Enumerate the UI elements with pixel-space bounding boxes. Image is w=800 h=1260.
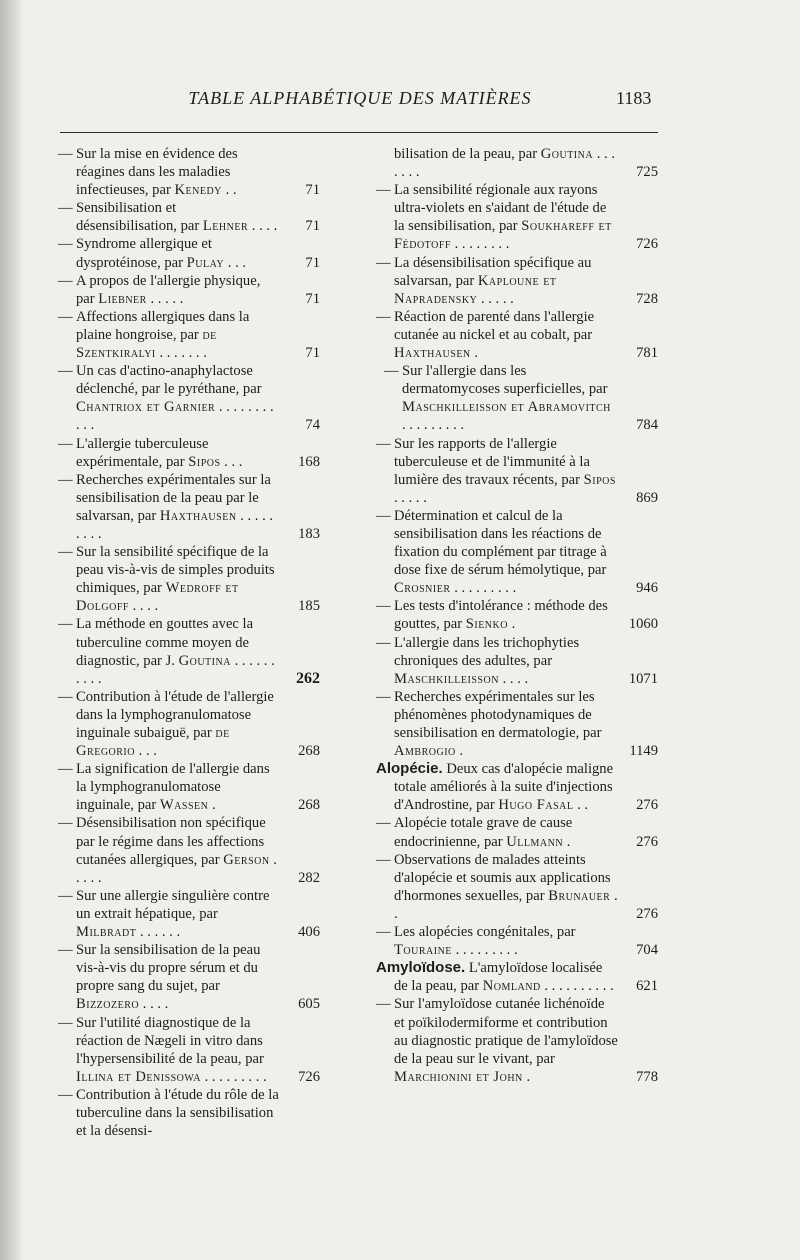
headword: Amyloïdose. xyxy=(376,959,466,977)
index-entry: — Sensibilisation et désensibilisation, par Lehner . . . . 71 xyxy=(58,200,320,235)
index-entry: — Sur la sensibilisation de la peau vis-à-vis du propre sérum et du propre sang du sujet, par Bizzozero . . . . 605 xyxy=(58,942,320,1013)
index-entry: — Contribution à l'étude de l'allergie dans la lymphogranulomatose inguinale subaiguë, par de Gregorio . . . 268 xyxy=(58,688,320,760)
index-entry: — La désensibilisation spécifique au salvarsan, par Kaploune et Napradensky . . . . . 728 xyxy=(376,254,658,307)
index-entry: — Alopécie totale grave de cause endocrinienne, par Ullmann . 276 xyxy=(376,815,658,850)
index-entry: — Sur l'utilité diagnostique de la réaction de Nægeli in vitro dans l'hypersensibilité de la peau, par Illina et Denissowa . . . . . . . . . 726 xyxy=(58,1014,320,1085)
dash: — xyxy=(376,815,391,832)
dash: — xyxy=(376,688,391,705)
dash: — xyxy=(58,688,73,705)
index-entry: — L'allergie dans les trichophyties chroniques des adultes, par Maschkilleisson . . . . 1071 xyxy=(376,634,658,687)
index-entry: — La signification de l'allergie dans la lymphogranulomatose inguinale, par Wassen . 268 xyxy=(58,761,320,814)
index-entry: — Affections allergiques dans la plaine hongroise, par de Szentkiralyi . . . . . . . 71 xyxy=(58,308,320,362)
dash: — xyxy=(58,887,73,904)
dash: — xyxy=(376,507,391,524)
page-number: 1183 xyxy=(616,88,652,108)
index-entry-continued: bilisation de la peau, par Goutina . . . . . . . 725 xyxy=(394,146,658,181)
dash: — xyxy=(58,1014,73,1031)
index-entry: — Sur les rapports de l'allergie tuberculeuse et de l'immunité à la lumière des travaux récents, par Sipos . . . . . 869 xyxy=(376,435,658,506)
index-entry: — Les tests d'intolérance : méthode des gouttes, par Sienko . 1060 xyxy=(376,598,658,633)
dash: — xyxy=(376,435,391,452)
dash: — xyxy=(58,616,73,633)
dash: — xyxy=(58,200,73,217)
index-entry: — Recherches expérimentales sur la sensibilisation de la peau par le salvarsan, par Haxthausen . . . . . . . . . 183 xyxy=(58,471,320,542)
dash: — xyxy=(58,761,73,778)
dash: — xyxy=(58,1086,73,1103)
index-entry: — Sur la sensibilité spécifique de la peau vis-à-vis de simples produits chimiques, par Wedroff et Dolgoff . . . . 185 xyxy=(58,544,320,615)
dash: — xyxy=(376,182,391,199)
dash: — xyxy=(58,544,73,561)
dash: — xyxy=(58,236,73,253)
index-entry: — La sensibilité régionale aux rayons ultra-violets en s'aidant de l'étude de la sensibilisation, par Soukhareff et Fédotoff . . . . . . . . 726 xyxy=(376,182,658,253)
index-entry: — Syndrome allergique et dysprotéinose, par Pulay . . . 71 xyxy=(58,236,320,271)
dash: — xyxy=(376,851,391,868)
index-entry: — Les alopécies congénitales, par Touraine . . . . . . . . . 704 xyxy=(376,924,658,959)
index-entry: — La méthode en gouttes avec la tuberculine comme moyen de diagnostic, par J. Goutina . . . . . . . . . . 262 xyxy=(58,616,320,687)
index-entry: — Sur l'amyloïdose cutanée lichénoïde et poïkilodermiforme et contribution au diagnostic pratique de l'amyloïdose de la peau sur le vivant, par Marchionini et John . 778 xyxy=(376,996,658,1085)
index-entry: — A propos de l'allergie physique, par Liebner . . . . . 71 xyxy=(58,272,320,307)
index-entry: — Sur l'allergie dans les dermatomycoses superficielles, par Maschkilleisson et Abramovitch . . . . . . . . . 784 xyxy=(384,363,658,434)
index-entry: — Recherches expérimentales sur les phénomènes photodynamiques de sensibilisation en dermatologie, par Ambrogio . 1149 xyxy=(376,688,658,760)
header-rule xyxy=(60,132,658,133)
index-entry: — Observations de malades atteints d'alopécie et soumis aux applications d'hormones sexuelles, par Brunauer . . 276 xyxy=(376,851,658,922)
headword: Alopécie. xyxy=(376,760,443,778)
index-entry: — Un cas d'actino-anaphylactose déclenché, par le pyréthane, par Chantriox et Garnier . . . . . . . . . . . 74 xyxy=(58,363,320,434)
dash: — xyxy=(58,942,73,959)
dash: — xyxy=(58,146,73,162)
index-entry: — Sur une allergie singulière contre un extrait hépatique, par Milbradt . . . . . . 406 xyxy=(58,887,320,941)
index-entry: — Réaction de parenté dans l'allergie cutanée au nickel et au cobalt, par Haxthausen . 781 xyxy=(376,308,658,362)
index-entry: — Sur la mise en évidence des réagines dans les maladies infectieuses, par Kenedy . . 71 xyxy=(58,146,320,199)
dash: — xyxy=(58,272,73,289)
dash: — xyxy=(376,924,391,941)
index-entry: — Contribution à l'étude du rôle de la tuberculine dans la sensibilisation et la désensi- xyxy=(58,1086,279,1140)
page-title: TABLE ALPHABÉTIQUE DES MATIÈRES xyxy=(188,88,532,108)
index-entry: — L'allergie tuberculeuse expérimentale, par Sipos . . . 168 xyxy=(58,435,320,470)
dash: — xyxy=(376,996,391,1013)
dash: — xyxy=(58,471,73,488)
book-spine-shadow xyxy=(0,0,24,1260)
dash: — xyxy=(376,254,391,271)
dash: — xyxy=(376,308,391,325)
dash: — xyxy=(376,634,391,651)
index-headword-entry: Alopécie. Deux cas d'alopécie maligne totale améliorés à la suite d'injections d'Androstine, par Hugo Fasal . . 276 xyxy=(376,760,658,814)
dash: — xyxy=(58,308,73,325)
dash: — xyxy=(58,815,73,832)
dash: — xyxy=(58,363,73,380)
dash: — xyxy=(376,598,391,615)
dash: — xyxy=(58,435,73,452)
right-column xyxy=(376,145,658,1086)
index-entry: — Désensibilisation non spécifique par le régime dans les affections cutanées allergiques, par Gerson . . . . . 282 xyxy=(58,815,320,886)
dash: — xyxy=(384,363,399,380)
index-headword-entry: Amyloïdose. L'amyloïdose localisée de la peau, par Nomland . . . . . . . . . . 621 xyxy=(376,959,658,995)
left-column xyxy=(58,145,320,1140)
index-entry: — Détermination et calcul de la sensibilisation dans les réactions de fixation du complément par titrage à dose fixe de sérum hémolytique, par Crosnier . . . . . . . . . 946 xyxy=(376,507,658,597)
